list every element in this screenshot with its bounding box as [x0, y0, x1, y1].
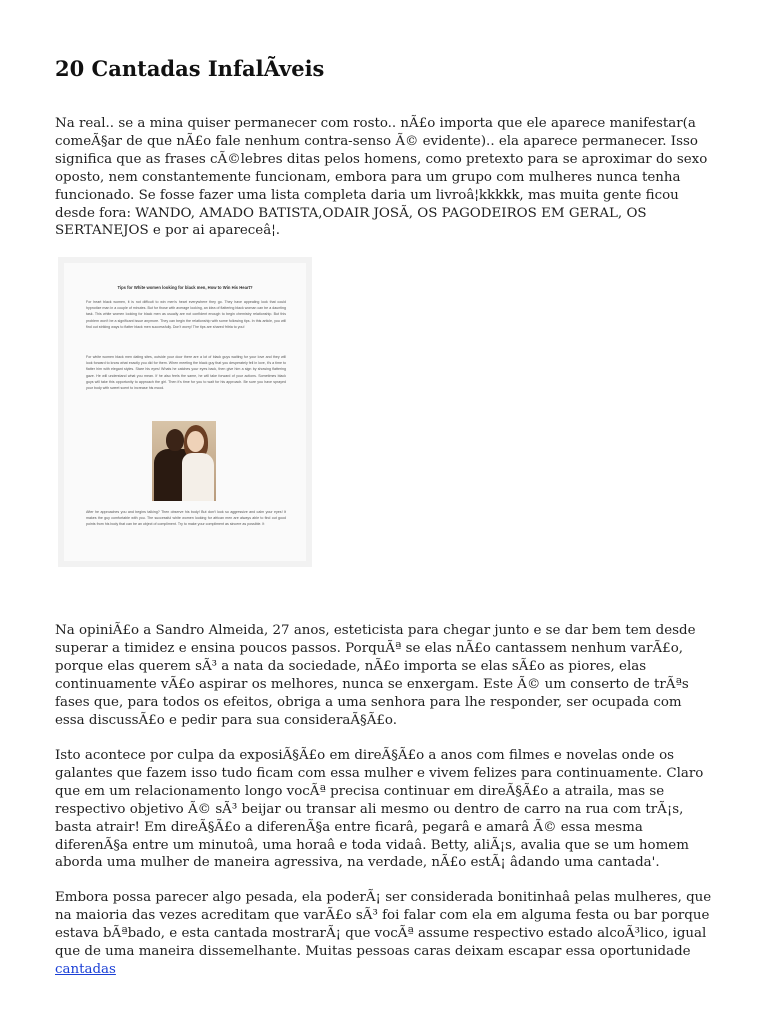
- paragraph-closing: [55, 889, 715, 979]
- page-title: 20 Cantadas InfalÃveis: [55, 56, 325, 81]
- embedded-article-text-2: For white women black men dating sites, outside your door there are a lot of black guys waiting for your love and they will look forward to know what exactly you did for them. When meeting the black guy that you desperately fell in love, it's a time to flatter him with elegant styles. Stare his eyes! Whats he catches your eyes back, then give him a sign by showing flattering gaze. He will understand what you mean. If he also feels the same, he will take forward of your actions. Sometimes black guys will take this opportunity to approach the girl. Then it's time for you to wait for his approach. Be sure you have sprayed your body with sweet scent to increase his mood.: [86, 355, 286, 391]
- embedded-article-text-3: After he approaches you and begins talking? Then observe his body! But don't look so aggressive and calm your eyes! It makes the guy comfortable with you. The successful white women looking for african men are always able to find out good points from his body that can be an object of compliment. Try to make your compliment as sincere as possible. It: [86, 510, 286, 527]
- embedded-article-text-1: For heart black women, it is not difficult to win men's heart everywhere they go. They have appealing look that could hypnotize man in a couple of minutes. But for those with average looking, an idea of flattering black woman can be a daunting task. This white women looking for black men as usually are not confident enough to begin chemistry relationship. But this problem won't be a significant issue anymore. They can begin the relationship with some following tips. In this article, you will find out striking ways to flatter black men successfully. Don't worry! The tips are shared fritria to you!: [86, 300, 286, 329]
- embedded-article-image: [58, 257, 312, 567]
- paragraph-exposure: Isto acontece por culpa da exposiÃ§Ã£o em direÃ§Ã£o a anos com filmes e novelas onde os galantes que fazem isso tudo ficam com essa mulher e vivem felizes para continuamente. Claro que em um relacionamento longo vocÃª precisa continuar em direÃ§Ã£o a atraila, mas se respectivo objetivo Ã© sÃ³ beijar ou transar ali mesmo ou dentro de carro na rua com trÃ¡s, basta atrair! Em direÃ§Ã£o a diferenÃ§a entre ficarâ, pegarâ e amarâ Ã© essa mesma diferenÃ§a entre um minutoâ, uma horaâ e toda vidaâ. Betty, aliÃ¡s, avalia que se um homem aborda uma mulher de maneira agressiva, na verdade, nÃ£o estÃ¡ âdando uma cantada'.: [55, 748, 704, 871]
- paragraph-opinion: Na opiniÃ£o a Sandro Almeida, 27 anos, esteticista para chegar junto e se dar bem tem desde superar a timidez e ensina poucos passos. PorquÃª se elas nÃ£o cantassem nenhum varÃ£o, porque elas querem sÃ³ a nata da sociedade, nÃ£o importa se elas sÃ£o as piores, elas continuamente vÃ£o aspirar os melhores, nunca se enxergam. Este Ã© um conserto de trÃªs fases que, para todos os efeitos, obriga a uma senhora para lhe responder, ser ocupada com essa discussÃ£o e pedir para sua consideraÃ§Ã£o.: [55, 623, 696, 728]
- cantadas-link[interactable]: cantadas: [55, 961, 116, 977]
- couple-photo: [152, 421, 216, 501]
- embedded-article-heading: Tips for White women looking for black men, How to Win His Heart?: [117, 285, 253, 290]
- paragraph-intro: Na real.. se a mina quiser permanecer com rosto.. nÃ£o importa que ele aparece manifestar(a comeÃ§ar de que nÃ£o fale nenhum contra-senso Ã© evidente).. ela aparece permanecer. Isso significa que as frases cÃ©lebres ditas pelos homens, como pretexto para se aproximar do sexo oposto, nem constantemente funcionam, embora para um grupo com mulheres nunca tenha funcionado. Se fosse fazer uma lista completa daria um livroâ¦kkkkk, mas muita gente ficou desde fora: WANDO, AMADO BATISTA,ODAIR JOSÃ, OS PAGODEIROS EM GERAL, OS SERTANEJOS e por ai apareceâ¦.: [55, 116, 708, 239]
- paragraph-closing-text: Embora possa parecer algo pesada, ela poderÃ¡ ser considerada bonitinhaâ pelas mulheres, que na maioria das vezes acreditam que varÃ£o sÃ³ foi falar com ela em alguma festa ou bar porque estava bÃªbado, e esta cantada mostrarÃ¡ que vocÃª assume respectivo estado alcoÃ³lico, igual que de uma maneira dissemelhante. Muitas pessoas caras deixam escapar essa oportunidade: [55, 890, 712, 959]
- embedded-article-page: [64, 263, 306, 561]
